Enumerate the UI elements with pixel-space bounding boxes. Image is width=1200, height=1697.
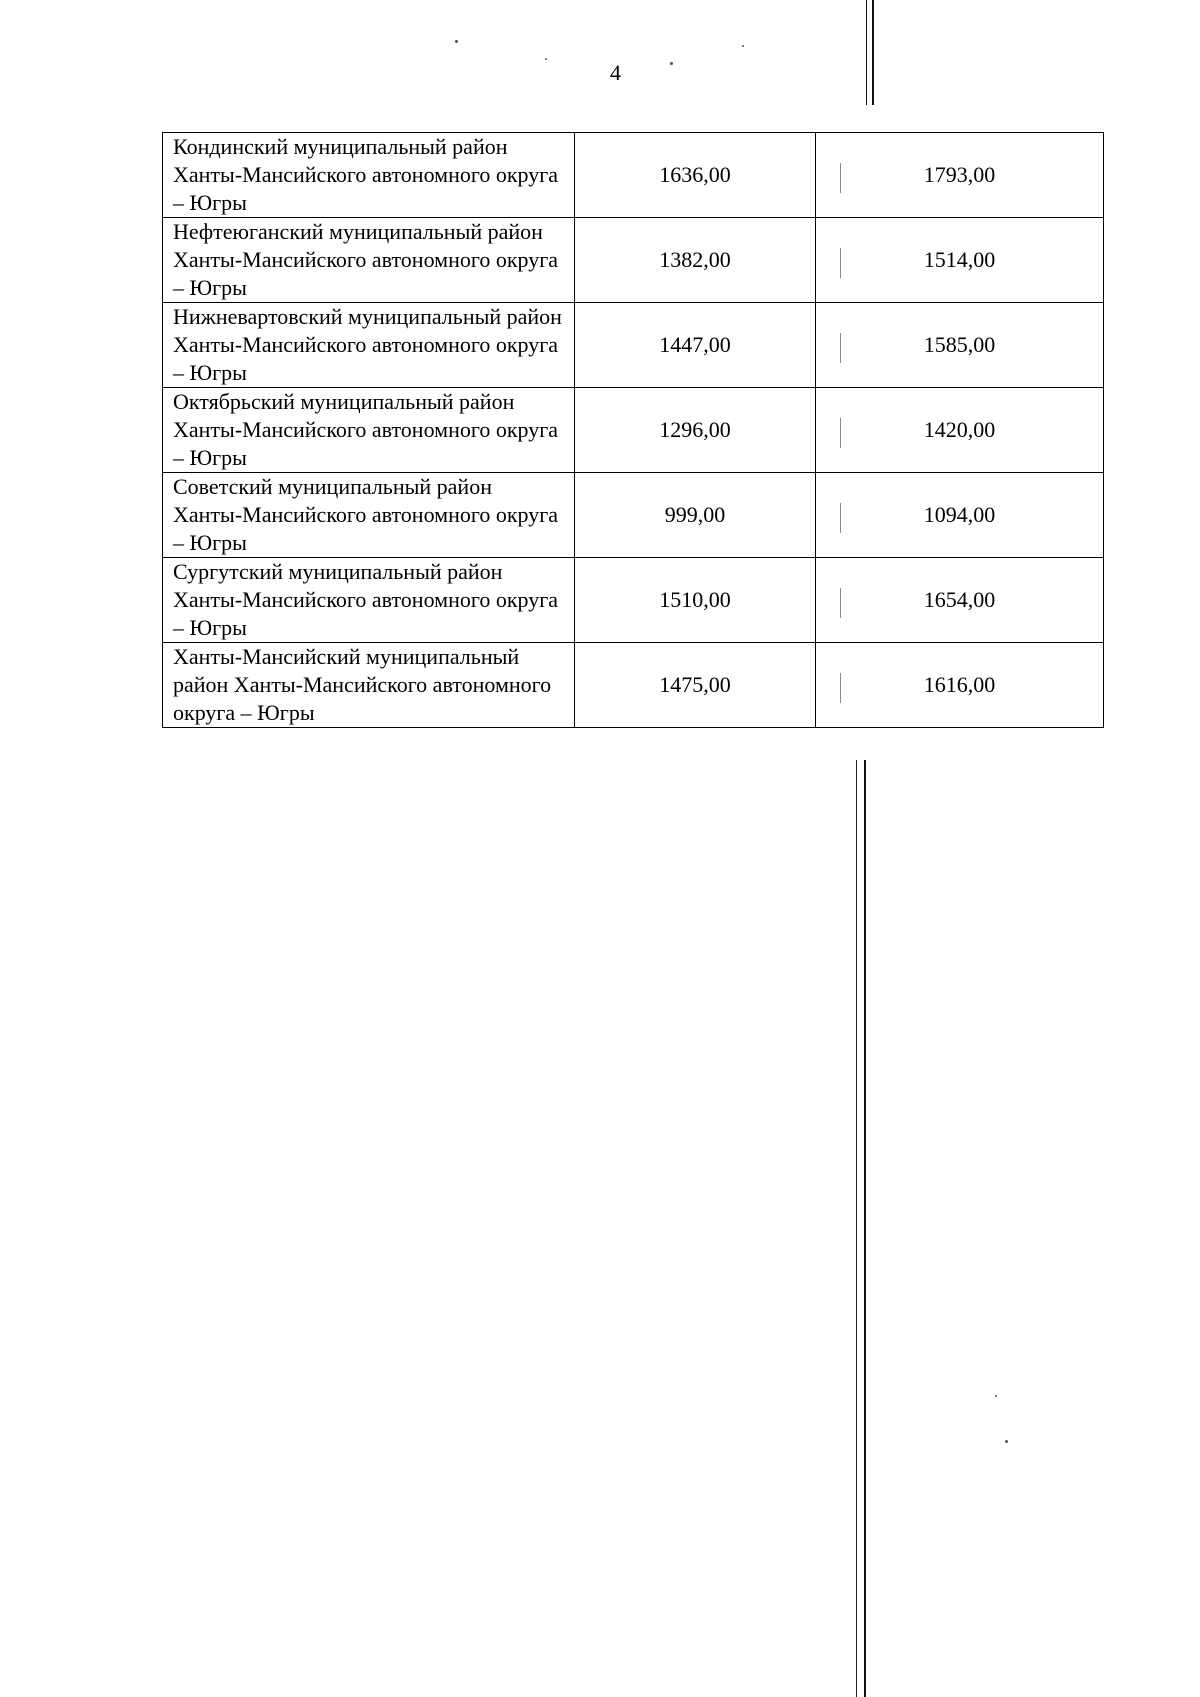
- value-2-cell: [816, 388, 1104, 473]
- scan-speck: [670, 62, 673, 65]
- scan-artifact-mark: [840, 588, 841, 618]
- scan-artifact-mark: [840, 248, 841, 278]
- value-1-cell: 1382,00: [575, 218, 816, 303]
- value-1-cell: 1636,00: [575, 133, 816, 218]
- page-number: 4: [610, 60, 621, 85]
- table-row: [163, 473, 1104, 558]
- scan-artifact-mark: [840, 163, 841, 193]
- district-name-cell: Советский муниципальный район Ханты-Мансийского автономного округа – Югры: [163, 473, 575, 558]
- district-name-cell: Ханты-Мансийский муниципальный район Ханты-Мансийского автономного округа – Югры: [163, 643, 575, 728]
- value-1-cell: 1447,00: [575, 303, 816, 388]
- scan-artifact-mark: [840, 418, 841, 448]
- district-name-cell: Нижневартовский муниципальный район Ханты-Мансийского автономного округа – Югры: [163, 303, 575, 388]
- scan-speck: [995, 1395, 997, 1397]
- district-name-cell: Сургутский муниципальный район Ханты-Мансийского автономного округа – Югры: [163, 558, 575, 643]
- scan-speck: [742, 45, 744, 47]
- value-2-cell: [816, 303, 1104, 388]
- scan-artifact-line-bottom: [856, 760, 866, 1697]
- value-1-cell: 999,00: [575, 473, 816, 558]
- scan-speck: [455, 40, 458, 43]
- table-row: [163, 303, 1104, 388]
- value-1-cell: 1296,00: [575, 388, 816, 473]
- value-1-cell: 1510,00: [575, 558, 816, 643]
- district-name-cell: Октябрьский муниципальный район Ханты-Мансийского автономного округа – Югры: [163, 388, 575, 473]
- table-row: [163, 218, 1104, 303]
- rates-table-body: [163, 133, 1104, 728]
- scan-speck: [545, 58, 547, 60]
- scan-artifact-line-top: [866, 0, 874, 105]
- table-row: [163, 643, 1104, 728]
- value-2-cell: [816, 643, 1104, 728]
- value-2-text: 1420,00: [923, 417, 996, 442]
- scan-artifact-mark: [840, 333, 841, 363]
- value-2-text: 1793,00: [923, 162, 996, 187]
- scan-speck: [1005, 1440, 1008, 1443]
- value-2-text: 1616,00: [923, 672, 996, 697]
- value-2-text: 1094,00: [923, 502, 996, 527]
- value-2-text: 1585,00: [923, 332, 996, 357]
- table-row: [163, 558, 1104, 643]
- scan-artifact-mark: [840, 673, 841, 703]
- district-name-cell: Кондинский муниципальный район Ханты-Мансийского автономного округа – Югры: [163, 133, 575, 218]
- table-row: [163, 388, 1104, 473]
- value-2-cell: [816, 133, 1104, 218]
- district-name-cell: Нефтеюганский муниципальный район Ханты-Мансийского автономного округа – Югры: [163, 218, 575, 303]
- value-2-cell: [816, 558, 1104, 643]
- scan-artifact-mark: [840, 503, 841, 533]
- value-1-cell: 1475,00: [575, 643, 816, 728]
- value-2-text: 1654,00: [923, 587, 996, 612]
- table-row: [163, 133, 1104, 218]
- value-2-text: 1514,00: [923, 247, 996, 272]
- value-2-cell: [816, 473, 1104, 558]
- value-2-cell: [816, 218, 1104, 303]
- rates-table: [162, 132, 1104, 728]
